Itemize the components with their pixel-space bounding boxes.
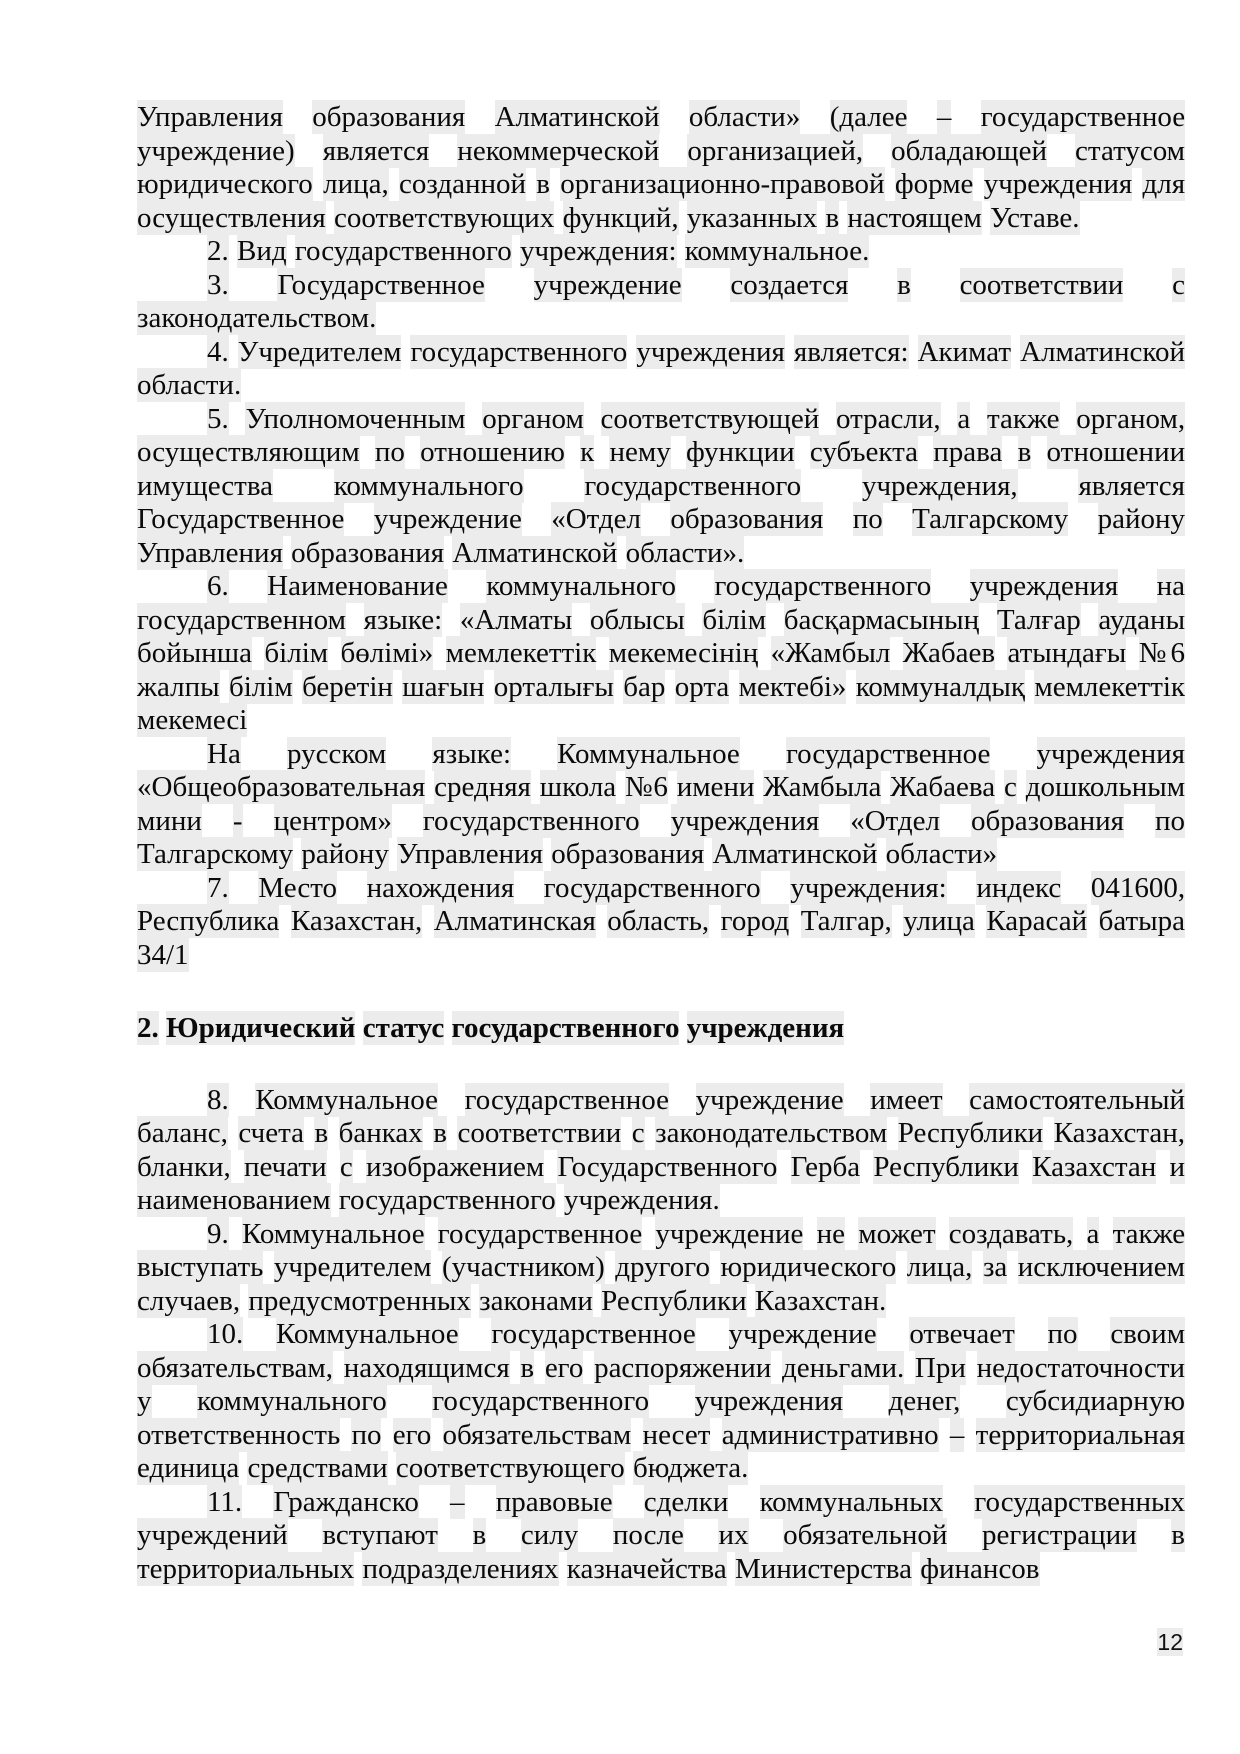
paragraph-item-3: 3. Государственное учреждение создается в соответствии с законодательством.: [137, 268, 1186, 334]
paragraph-item-4: 4. Учредителем государственного учреждения является: Акимат Алматинской области.: [137, 335, 1186, 401]
page-number: 12: [1157, 1629, 1183, 1655]
paragraph-item-2: 2. Вид государственного учреждения: коммунальное.: [207, 235, 870, 267]
paragraph-item-6-kazakh-name: 6. Наименование коммунального государственного учреждения на государственном языке: «Алматы облысы білім басқармасының Талғар ауданы бойынша білім бөлімі» мемлекеттік мекемесінің «Жамбыл Жабаев атындағы №6 жалпы білім беретін шағын орталығы бар орта мектебі» коммуналдық мемлекеттік мекемесі: [137, 570, 1186, 736]
paragraph-continuation: Управления образования Алматинской области» (далее – государственное учреждение) является некоммерческой организацией, обладающей статусом юридического лица, созданной в организационно-правовой форме учреждения для осуществления соответствующих функций, указанных в настоящем Уставе.: [137, 101, 1186, 234]
paragraph-item-11: 11. Гражданско – правовые сделки коммунальных государственных учреждений вступают в силу после их обязательной регистрации в территориальных подразделениях казначейства Министерства финансов: [137, 1485, 1186, 1585]
paragraph-item-10: 10. Коммунальное государственное учреждение отвечает по своим обязательствам, находящимся в его распоряжении деньгами. При недостаточности у коммунального государственного учреждения денег, субсидиарную ответственность по его обязательствам несет административно – территориальная единица средствами соответствующего бюджета.: [137, 1318, 1186, 1484]
document-body: [137, 101, 1185, 1586]
paragraph-item-5: 5. Уполномоченным органом соответствующей отрасли, а также органом, осуществляющим по отношению к нему функции субъекта права в отношении имущества коммунального государственного учреждения, является Государственное учреждение «Отдел образования по Талгарскому району Управления образования Алматинской области».: [137, 402, 1186, 569]
section-heading-legal-status: 2. Юридический статус государственного учреждения: [137, 1012, 845, 1044]
paragraph-item-9: 9. Коммунальное государственное учреждение не может создавать, а также выступать учредителем (участником) другого юридического лица, за исключением случаев, предусмотренных законами Республики Казахстан.: [137, 1217, 1186, 1317]
paragraph-item-8: 8. Коммунальное государственное учреждение имеет самостоятельный баланс, счета в банках в соответствии с законодательством Республики Казахстан, бланки, печати с изображением Государственного Герба Республики Казахстан и наименованием государственного учреждения.: [137, 1083, 1186, 1216]
paragraph-russian-name: На русском языке: Коммунальное государственное учреждения «Общеобразовательная средняя школа №6 имени Жамбыла Жабаева с дошкольным мини - центром» государственного учреждения «Отдел образования по Талгарскому району Управления образования Алматинской области»: [137, 737, 1186, 870]
paragraph-item-7-address: 7. Место нахождения государственного учреждения: индекс 041600, Республика Казахстан, Алматинская область, город Талгар, улица Карасай батыра 34/1: [137, 871, 1186, 971]
